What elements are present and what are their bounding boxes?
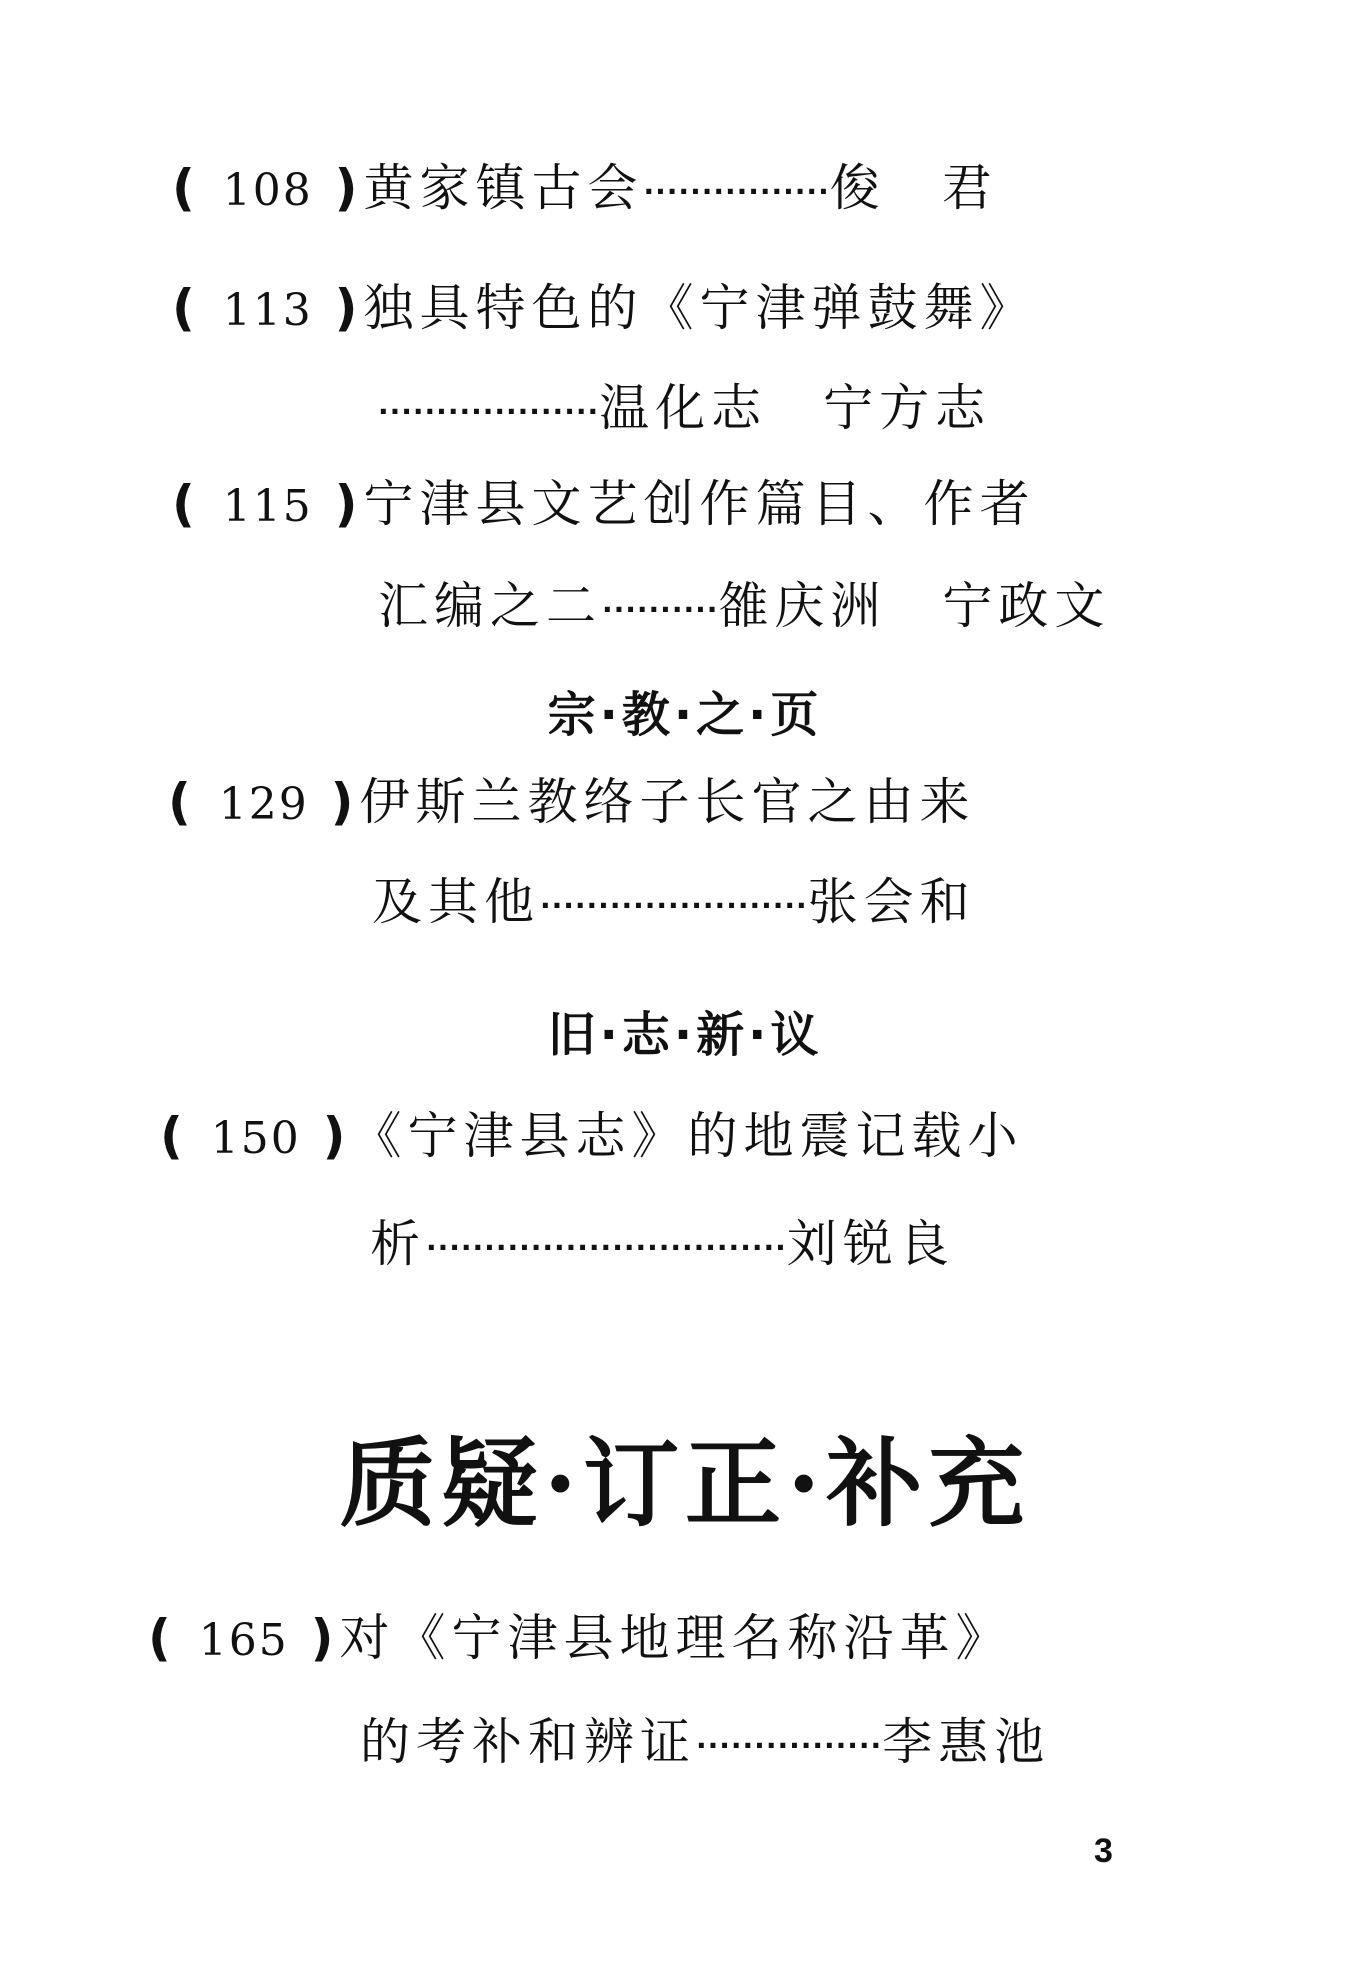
entry-title: 对《宁津县地理名称沿革》 bbox=[339, 1609, 1012, 1667]
toc-entry[interactable] bbox=[168, 772, 976, 835]
entry-title: 伊斯兰教络子长官之由来 bbox=[359, 773, 976, 831]
entry-author: 刘锐良 bbox=[786, 1215, 955, 1273]
close-paren: ) bbox=[322, 1107, 352, 1165]
toc-entry-continuation[interactable] bbox=[378, 378, 991, 442]
page-ref: 150 bbox=[210, 1113, 301, 1164]
entry-title-continued: 汇编之二 bbox=[378, 577, 602, 635]
page-ref: 115 bbox=[222, 481, 313, 532]
section-heading-religion: 宗·教·之·页 bbox=[547, 687, 823, 743]
page-ref: 108 bbox=[222, 165, 313, 216]
page-number: 3 bbox=[1094, 1832, 1113, 1870]
close-paren: ) bbox=[334, 159, 364, 217]
leader-dots: ·········· bbox=[602, 593, 719, 626]
open-paren: ( bbox=[148, 1609, 177, 1667]
page-ref: 129 bbox=[218, 779, 309, 830]
close-paren: ) bbox=[310, 1609, 340, 1667]
entry-title: 宁津县文艺创作篇目、作者 bbox=[363, 475, 1036, 533]
leader-dots: ················ bbox=[643, 175, 830, 208]
entry-author: 李惠池 bbox=[882, 1713, 1051, 1771]
open-paren: ( bbox=[172, 279, 201, 337]
toc-entry[interactable] bbox=[172, 158, 998, 222]
leader-dots: ··················· bbox=[378, 395, 600, 428]
entry-title: 独具特色的《宁津弹鼓舞》 bbox=[363, 279, 1036, 337]
entry-author: 张会和 bbox=[807, 873, 976, 931]
entry-title-continued: 及其他 bbox=[372, 873, 540, 931]
entry-title: 黄家镇古会 bbox=[363, 159, 644, 217]
close-paren: ) bbox=[334, 279, 364, 337]
toc-entry[interactable] bbox=[160, 1106, 1024, 1169]
entry-author: 温化志 宁方志 bbox=[599, 379, 992, 437]
toc-entry-continuation[interactable] bbox=[372, 872, 976, 936]
toc-entry-continuation[interactable] bbox=[378, 576, 1110, 640]
toc-entry[interactable] bbox=[148, 1608, 1012, 1671]
entry-author: 俊 君 bbox=[829, 159, 998, 217]
page-ref: 165 bbox=[198, 1615, 289, 1666]
open-paren: ( bbox=[172, 159, 201, 217]
leader-dots: ······························· bbox=[426, 1231, 787, 1264]
toc-entry-continuation[interactable] bbox=[360, 1712, 1050, 1776]
close-paren: ) bbox=[334, 475, 364, 533]
close-paren: ) bbox=[330, 773, 360, 831]
entry-title: 《宁津县志》的地震记载小 bbox=[351, 1107, 1024, 1165]
open-paren: ( bbox=[172, 475, 201, 533]
major-section-heading: 质疑·订正·补充 bbox=[339, 1427, 1031, 1540]
toc-entry[interactable] bbox=[172, 474, 1036, 537]
entry-author: 雒庆洲 宁政文 bbox=[718, 577, 1111, 635]
open-paren: ( bbox=[168, 773, 197, 831]
leader-dots: ················ bbox=[696, 1729, 883, 1762]
section-heading-old-annals: 旧·志·新·议 bbox=[547, 1007, 823, 1063]
open-paren: ( bbox=[160, 1107, 189, 1165]
toc-entry-continuation[interactable] bbox=[370, 1214, 955, 1278]
toc-entry[interactable] bbox=[172, 278, 1036, 341]
leader-dots: ······················· bbox=[540, 889, 808, 922]
entry-title-continued: 的考补和辨证 bbox=[360, 1713, 696, 1771]
entry-title-continued: 析 bbox=[370, 1215, 426, 1273]
page-ref: 113 bbox=[222, 285, 313, 336]
